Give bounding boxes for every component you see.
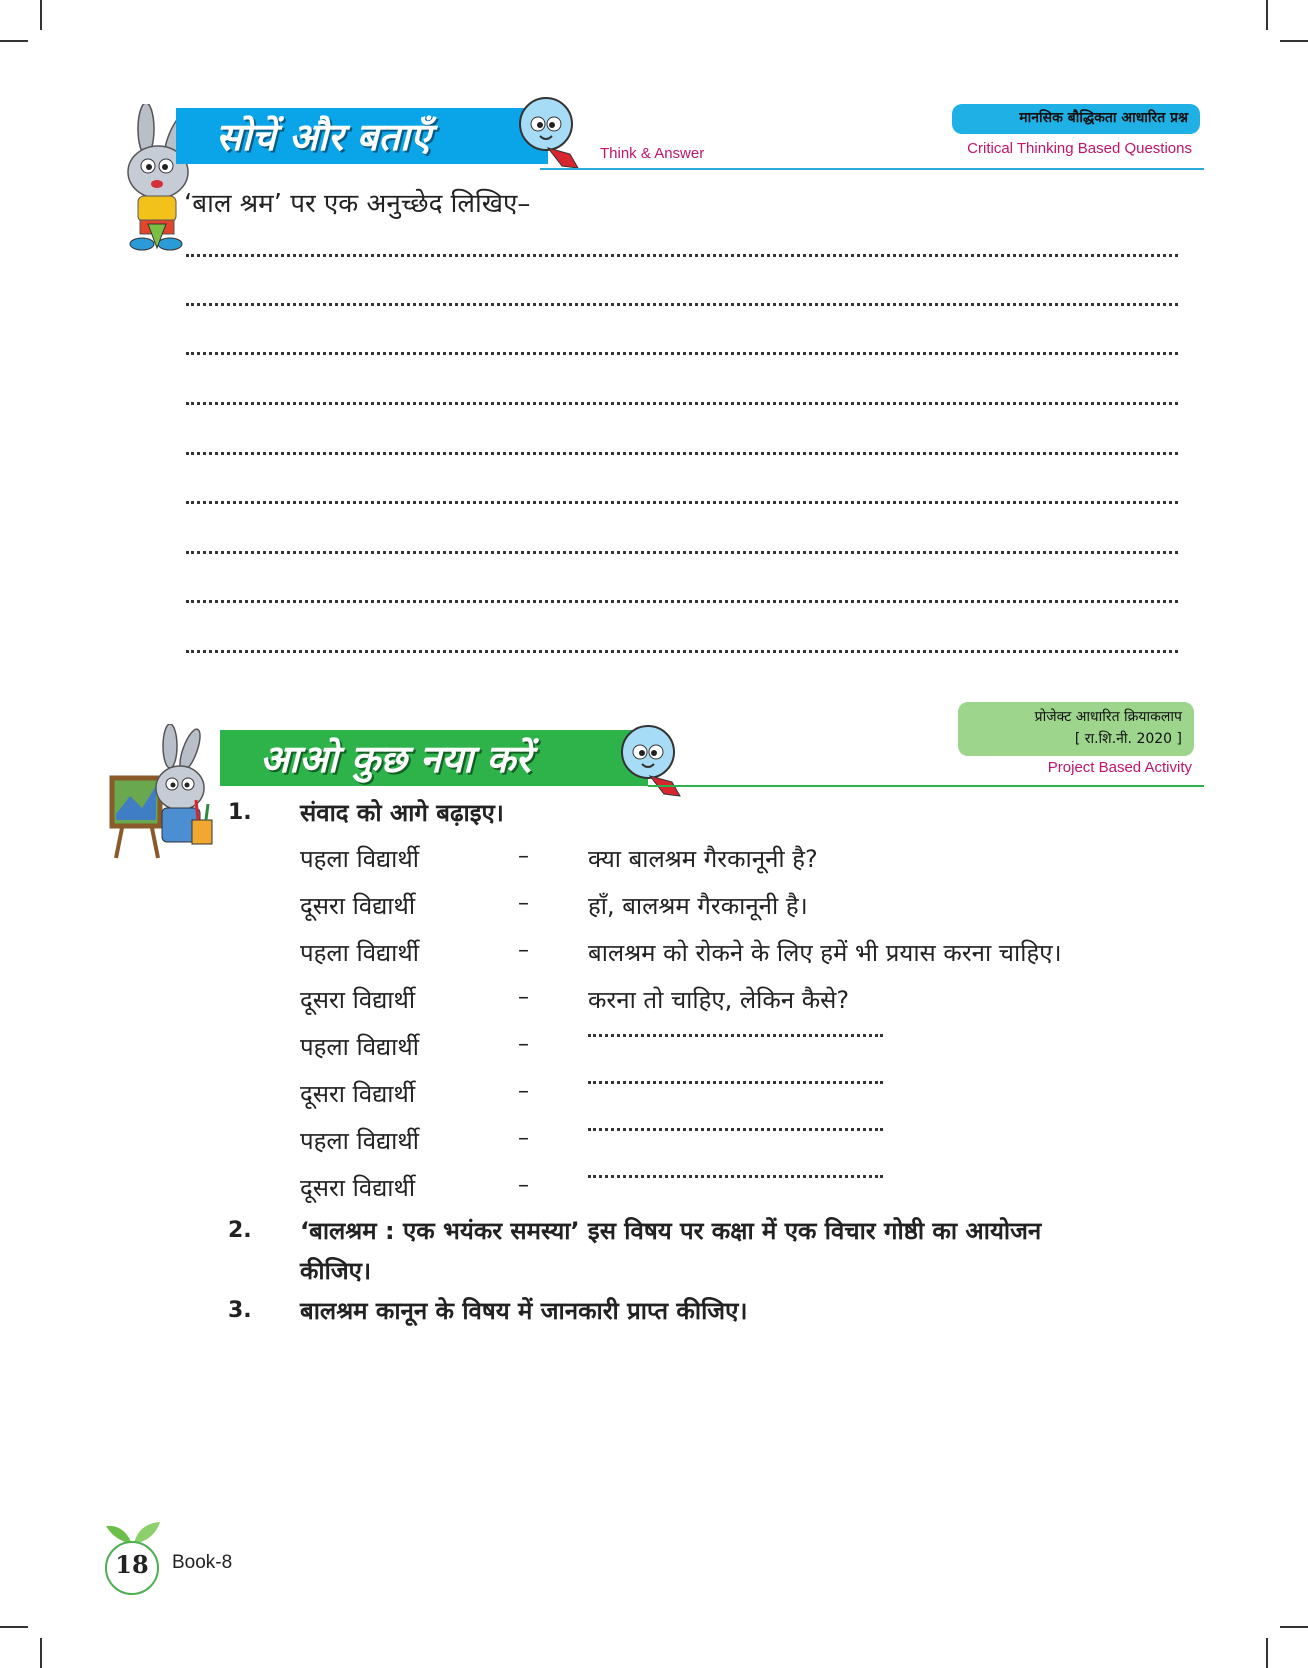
item-number: 3.: [228, 1298, 252, 1323]
speaker-label: दूसरा विद्यार्थी: [300, 986, 416, 1014]
dialogue-dash: –: [518, 1173, 529, 1198]
question-prompt: ‘बाल श्रम’ पर एक अनुच्छेद लिखिए–: [184, 189, 531, 219]
answer-line[interactable]: [186, 352, 1178, 355]
crop-mark: [40, 0, 42, 30]
dialogue-line: बालश्रम को रोकने के लिए हमें भी प्रयास करना चाहिए।: [588, 939, 1062, 967]
speaker-label: दूसरा विद्यार्थी: [300, 1080, 416, 1108]
section-divider: [648, 785, 1204, 787]
project-tag: [958, 702, 1194, 756]
dialogue-dash: –: [518, 1032, 529, 1057]
crop-mark: [1280, 40, 1308, 42]
project-tag-en: Project Based Activity: [1047, 759, 1192, 776]
painter-bunny-icon: [108, 724, 218, 864]
crop-mark: [1266, 0, 1268, 30]
crop-mark: [0, 40, 28, 42]
speaker-label: पहला विद्यार्थी: [300, 845, 419, 873]
dialogue-line: करना तो चाहिए, लेकिन कैसे?: [588, 986, 850, 1014]
dialogue-blank[interactable]: [588, 1128, 883, 1131]
dialogue-blank[interactable]: [588, 1081, 883, 1084]
pencil-mascot-icon: [512, 94, 584, 170]
item-text-continued: कीजिए।: [300, 1257, 372, 1285]
speaker-label: पहला विद्यार्थी: [300, 1033, 419, 1061]
answer-line[interactable]: [186, 650, 1178, 653]
answer-line[interactable]: [186, 452, 1178, 455]
item-number: 1.: [228, 800, 252, 825]
answer-line[interactable]: [186, 303, 1178, 306]
speaker-label: पहला विद्यार्थी: [300, 1127, 419, 1155]
project-tag-line1: प्रोजेक्ट आधारित क्रियाकलाप: [1034, 709, 1182, 725]
dialogue-blank[interactable]: [588, 1175, 883, 1178]
dialogue-dash: –: [518, 985, 529, 1010]
book-label: Book-8: [172, 1552, 233, 1573]
critical-thinking-tag-en: Critical Thinking Based Questions: [967, 140, 1192, 157]
dialogue-blank[interactable]: [588, 1034, 883, 1037]
page-number: 18: [115, 1550, 149, 1579]
critical-thinking-tag: मानसिक बौद्धिकता आधारित प्रश्न: [952, 104, 1200, 134]
project-tag-line2: [ रा.शि.नी. 2020 ]: [1074, 731, 1182, 747]
speaker-label: दूसरा विद्यार्थी: [300, 892, 416, 920]
answer-line[interactable]: [186, 551, 1178, 554]
answer-line[interactable]: [186, 501, 1178, 504]
answer-line[interactable]: [186, 254, 1178, 257]
item-text: संवाद को आगे बढ़ाइए।: [300, 799, 504, 827]
crop-mark: [1266, 1638, 1268, 1668]
dialogue-dash: –: [518, 1079, 529, 1104]
dialogue-dash: –: [518, 938, 529, 963]
section-title-do-something-new: आओ कुछ नया करें: [220, 730, 648, 786]
subtitle-think-answer: Think & Answer: [600, 145, 705, 162]
dialogue-dash: –: [518, 844, 529, 869]
answer-line[interactable]: [186, 600, 1178, 603]
answer-line[interactable]: [186, 402, 1178, 405]
dialogue-line: हाँ, बालश्रम गैरकानूनी है।: [588, 892, 808, 920]
item-text: बालश्रम कानून के विषय में जानकारी प्राप्त कीजिए।: [300, 1297, 748, 1325]
item-number: 2.: [228, 1218, 252, 1243]
speaker-label: पहला विद्यार्थी: [300, 939, 419, 967]
speaker-label: दूसरा विद्यार्थी: [300, 1174, 416, 1202]
section-divider: [540, 168, 1204, 170]
crop-mark: [40, 1638, 42, 1668]
dialogue-dash: –: [518, 1126, 529, 1151]
dialogue-line: क्या बालश्रम गैरकानूनी है?: [588, 845, 818, 873]
crop-mark: [1280, 1626, 1308, 1628]
section-title-think-answer: सोचें और बताएँ: [176, 108, 548, 164]
item-text: ‘बालश्रम : एक भयंकर समस्या’ इस विषय पर कक्षा में एक विचार गोष्ठी का आयोजन: [300, 1217, 1042, 1245]
dialogue-dash: –: [518, 891, 529, 916]
crop-mark: [0, 1626, 28, 1628]
